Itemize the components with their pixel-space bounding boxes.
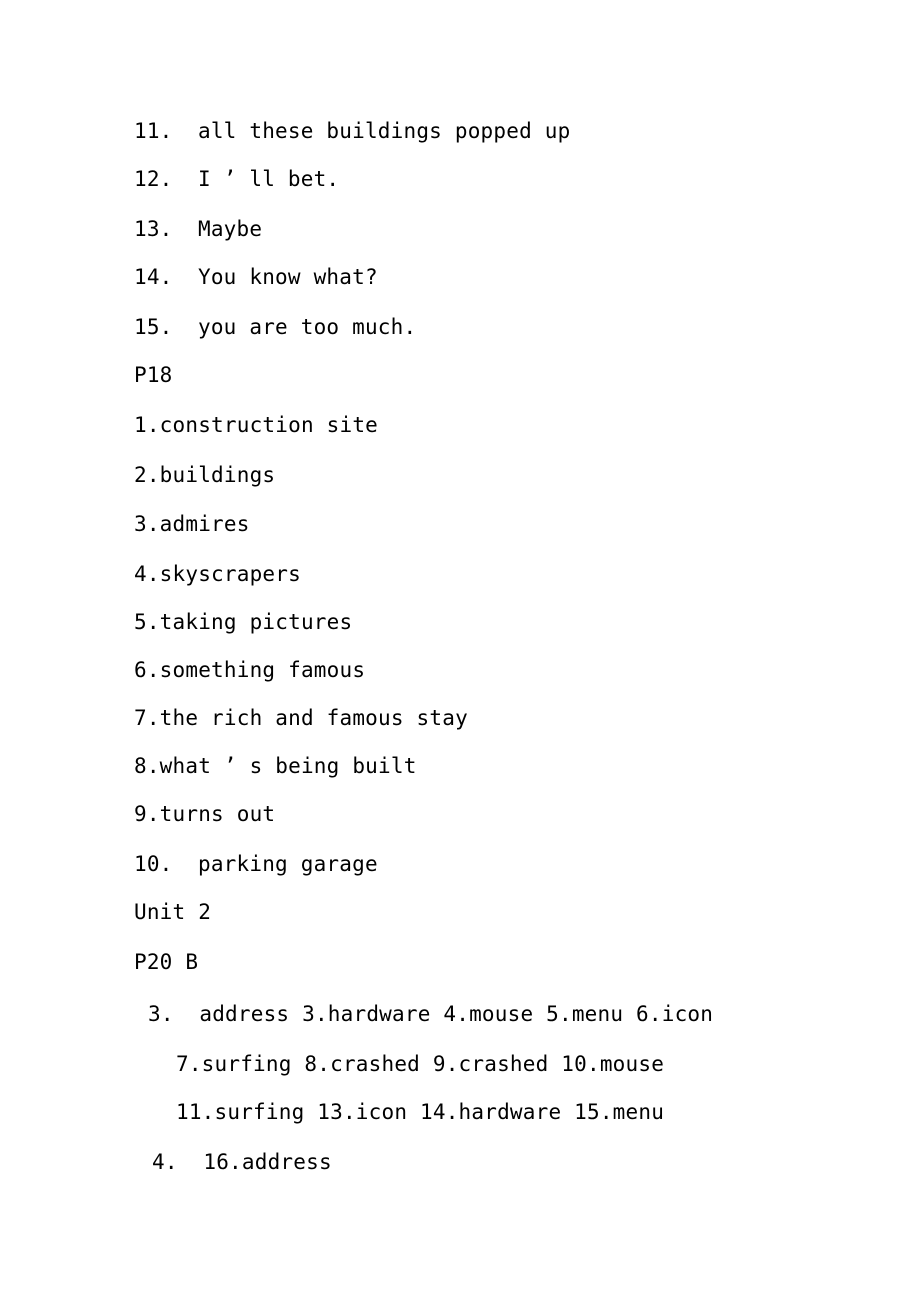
- line-number: 11.: [134, 119, 173, 143]
- answer-line-13: [134, 216, 262, 242]
- answer-line-p20-4: 4. 16.address: [152, 1150, 332, 1174]
- answer-line-p18-4: 4.skyscrapers: [134, 562, 301, 586]
- answer-line-p20-3: 3. address 3.hardware 4.mouse 5.menu 6.icon: [148, 1002, 714, 1026]
- line-text: all these buildings popped up: [198, 119, 571, 143]
- answer-line-p18-1: 1.construction site: [134, 413, 379, 437]
- answer-line-p18-7: 7.the rich and famous stay: [134, 706, 468, 730]
- line-number: 12.: [134, 167, 173, 191]
- answer-line-p18-6: 6.something famous: [134, 658, 366, 682]
- answer-line-p20-cont-2: 11.surfing 13.icon 14.hardware 15.menu: [176, 1100, 665, 1124]
- line-text: you are too much.: [198, 315, 417, 339]
- section-heading-p20b: P20 B: [134, 950, 199, 974]
- answer-line-p18-2: 2.buildings: [134, 463, 276, 487]
- answer-line-p18-10: [134, 851, 378, 877]
- answer-line-15: [134, 314, 416, 340]
- answer-line-14: [134, 264, 378, 290]
- line-number: 13.: [134, 217, 173, 241]
- line-number: 10.: [134, 852, 173, 876]
- line-number: 15.: [134, 315, 173, 339]
- section-heading-p18: P18: [134, 363, 173, 387]
- answer-line-p18-3: 3.admires: [134, 512, 250, 536]
- answer-line-p18-8: 8.what ’ s being built: [134, 754, 417, 778]
- answer-line-11: [134, 118, 570, 144]
- line-text: I ’ ll bet.: [198, 167, 340, 191]
- answer-line-p18-5: 5.taking pictures: [134, 610, 353, 634]
- line-text: parking garage: [198, 852, 378, 876]
- line-number: 14.: [134, 265, 173, 289]
- answer-line-p18-9: 9.turns out: [134, 802, 276, 826]
- answer-line-p20-cont-1: 7.surfing 8.crashed 9.crashed 10.mouse: [176, 1052, 665, 1076]
- line-text: You know what?: [198, 265, 378, 289]
- line-text: Maybe: [198, 217, 263, 241]
- unit-heading: Unit 2: [134, 900, 212, 924]
- answer-line-12: [134, 166, 339, 192]
